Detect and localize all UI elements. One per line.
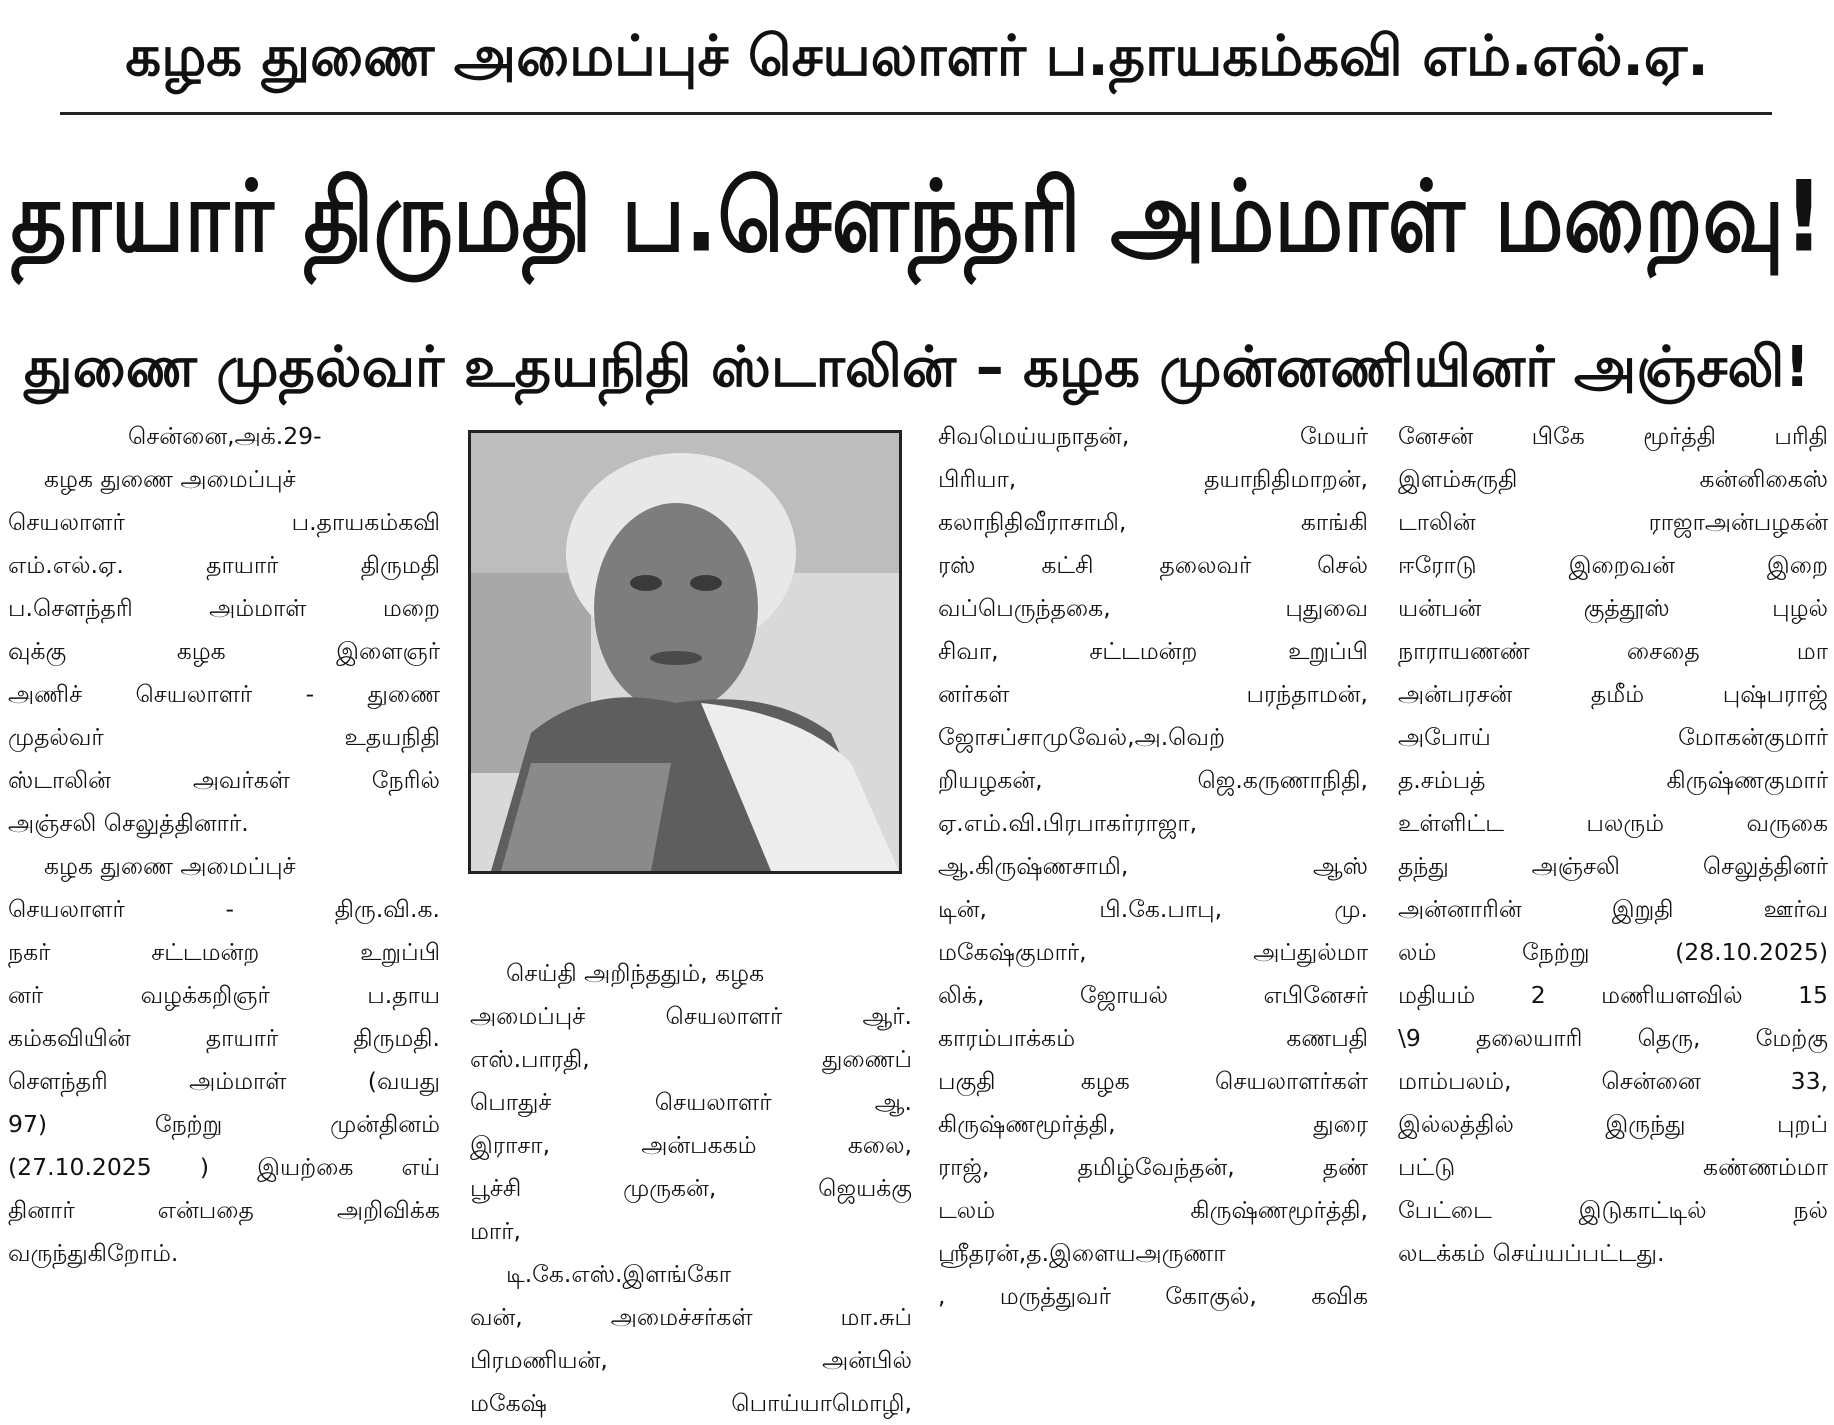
article-line: த.சம்பத் கிருஷ்ணகுமார் xyxy=(1398,766,1828,794)
article-line: எம்.எல்.ஏ. தாயார் திருமதி xyxy=(8,551,440,579)
article-line: சௌந்தரி அம்மாள் (வயது xyxy=(8,1067,440,1095)
article-line: அபோய் மோகன்குமார் xyxy=(1398,723,1828,751)
article-line: கம்கவியின் தாயார் திருமதி. xyxy=(8,1024,440,1052)
article-line: பொதுச் செயலாளர் ஆ. xyxy=(470,1088,912,1116)
article-line: சென்னை,அக்.29- xyxy=(128,422,322,450)
article-line: மகேஷ் பொய்யாமொழி, xyxy=(470,1389,912,1417)
article-line: இல்லத்தில் இருந்து புறப் xyxy=(1398,1110,1828,1138)
article-line: பட்டு கண்ணம்மா xyxy=(1398,1153,1828,1181)
article-line: அணிச் செயலாளர் - துணை xyxy=(8,680,440,708)
article-line: செய்தி அறிந்ததும், கழக xyxy=(506,959,765,987)
article-line: வன், அமைச்சர்கள் மா.சுப் xyxy=(470,1303,912,1331)
article-line: 97) நேற்று முன்தினம் xyxy=(8,1110,440,1138)
article-line: செயலாளர் - திரு.வி.க. xyxy=(8,895,440,923)
article-line: னர் வழக்கறிஞர் ப.தாய xyxy=(8,981,440,1009)
elderly-woman-portrait-icon xyxy=(471,433,899,871)
article-line: லம் நேற்று (28.10.2025) xyxy=(1398,938,1828,966)
article-line: ஸ்டாலின் அவர்கள் நேரில் xyxy=(8,766,440,794)
article-line: \9 தலையாரி தெரு, மேற்கு xyxy=(1398,1024,1828,1052)
article-line: காரம்பாக்கம் கணபதி xyxy=(938,1024,1368,1052)
article-line: அஞ்சலி செலுத்தினார். xyxy=(8,809,249,837)
article-line: பிரமணியன், அன்பில் xyxy=(470,1346,912,1374)
article-line: வப்பெருந்தகை, புதுவை xyxy=(938,594,1368,622)
article-line: ரஸ் கட்சி தலைவர் செல் xyxy=(938,551,1368,579)
article-line: அன்பரசன் தமீம் புஷ்பராஜ் xyxy=(1398,680,1828,708)
article-line: யன்பன் குத்தூஸ் புழல் xyxy=(1398,594,1828,622)
article-line: , மருத்துவர் கோகுல், கவிக xyxy=(938,1282,1368,1310)
article-line: டலம் கிருஷ்ணமூர்த்தி, xyxy=(938,1196,1368,1224)
sub-headline: துணை முதல்வர் உதயநிதி ஸ்டாலின் – கழக முன்னணியினர் அஞ்சலி! xyxy=(24,335,1810,400)
article-line: ஸ்ரீதரன்,த.இளையஅருணா xyxy=(938,1239,1226,1267)
article-line: முதல்வர் உதயநிதி xyxy=(8,723,440,751)
article-line: பகுதி கழக செயலாளர்கள் xyxy=(938,1067,1368,1095)
article-line: லிக், ஜோயல் எபினேசர் xyxy=(938,981,1368,1009)
article-line: கிருஷ்ணமூர்த்தி, துரை xyxy=(938,1110,1368,1138)
article-line: பூச்சி முருகன், ஜெயக்கு xyxy=(470,1174,912,1202)
article-line: உள்ளிட்ட பலரும் வருகை xyxy=(1398,809,1828,837)
article-line: ஆ.கிருஷ்ணசாமி, ஆஸ் xyxy=(938,852,1368,880)
article-line: ஈரோடு இறைவன் இறை xyxy=(1398,551,1828,579)
portrait-photo xyxy=(468,430,902,874)
article-line: மதியம் 2 மணியளவில் 15 xyxy=(1398,981,1828,1009)
article-line: அமைப்புச் செயலாளர் ஆர். xyxy=(470,1002,912,1030)
article-line: லடக்கம் செய்யப்பட்டது. xyxy=(1398,1239,1665,1267)
article-column-2 xyxy=(470,952,912,1425)
article-line: மார், xyxy=(470,1217,521,1245)
article-line: ஏ.எம்.வி.பிரபாகர்ராஜா, xyxy=(938,809,1198,837)
article-line: பிரியா, தயாநிதிமாறன், xyxy=(938,465,1368,493)
headline-divider xyxy=(60,112,1772,115)
article-line: னர்கள் பரந்தாமன், xyxy=(938,680,1368,708)
article-line: தினார் என்பதை அறிவிக்க xyxy=(8,1196,440,1224)
article-line: கழக துணை அமைப்புச் xyxy=(44,465,296,493)
article-line: நாராயணண் சைதை மா xyxy=(1398,637,1828,665)
article-line: வுக்கு கழக இளைஞர் xyxy=(8,637,440,665)
top-headline: கழக துணை அமைப்புச் செயலாளர் ப.தாயகம்கவி எம்.எல்.ஏ. xyxy=(125,24,1709,89)
article-line: கலாநிதிவீராசாமி, காங்கி xyxy=(938,508,1368,536)
article-line: அன்னாரின் இறுதி ஊர்வ xyxy=(1398,895,1828,923)
article-line: சிவமெய்யநாதன், மேயர் xyxy=(938,422,1368,450)
article-column-1 xyxy=(8,415,440,1275)
article-line: கழக துணை அமைப்புச் xyxy=(44,852,296,880)
article-line: செயலாளர் ப.தாயகம்கவி xyxy=(8,508,440,536)
article-line: இராசா, அன்பககம் கலை, xyxy=(470,1131,912,1159)
article-column-3 xyxy=(938,415,1368,1318)
article-line: மகேஷ்குமார், அப்துல்மா xyxy=(938,938,1368,966)
article-line: (27.10.2025 ) இயற்கை எய் xyxy=(8,1153,440,1181)
article-line: சிவா, சட்டமன்ற உறுப்பி xyxy=(938,637,1368,665)
article-line: எஸ்.பாரதி, துணைப் xyxy=(470,1045,912,1073)
article-line: டின், பி.கே.பாபு, மு. xyxy=(938,895,1368,923)
article-line: ராஜ், தமிழ்வேந்தன், தண் xyxy=(938,1153,1368,1181)
article-line: ப.சௌந்தரி அம்மாள் மறை xyxy=(8,594,440,622)
article-column-4 xyxy=(1398,415,1828,1275)
article-line: னேசன் பிகே மூர்த்தி பரிதி xyxy=(1398,422,1828,450)
main-headline: தாயார் திருமதி ப.சௌந்தரி அம்மாள் மறைவு! xyxy=(10,160,1824,275)
article-line: தந்து அஞ்சலி செலுத்தினர் xyxy=(1398,852,1828,880)
article-line: மாம்பலம், சென்னை 33, xyxy=(1398,1067,1828,1095)
article-line: வருந்துகிறோம். xyxy=(8,1239,179,1267)
article-line: இளம்சுருதி கன்னிகைஸ் xyxy=(1398,465,1828,493)
article-line: டாலின் ராஜாஅன்பழகன் xyxy=(1398,508,1828,536)
article-line: பேட்டை இடுகாட்டில் நல் xyxy=(1398,1196,1828,1224)
article-line: நகர் சட்டமன்ற உறுப்பி xyxy=(8,938,440,966)
article-line: டி.கே.எஸ்.இளங்கோ xyxy=(506,1260,732,1288)
article-line: றியழகன், ஜெ.கருணாநிதி, xyxy=(938,766,1368,794)
article-line: ஜோசப்சாமுவேல்,அ.வெற் xyxy=(938,723,1225,751)
